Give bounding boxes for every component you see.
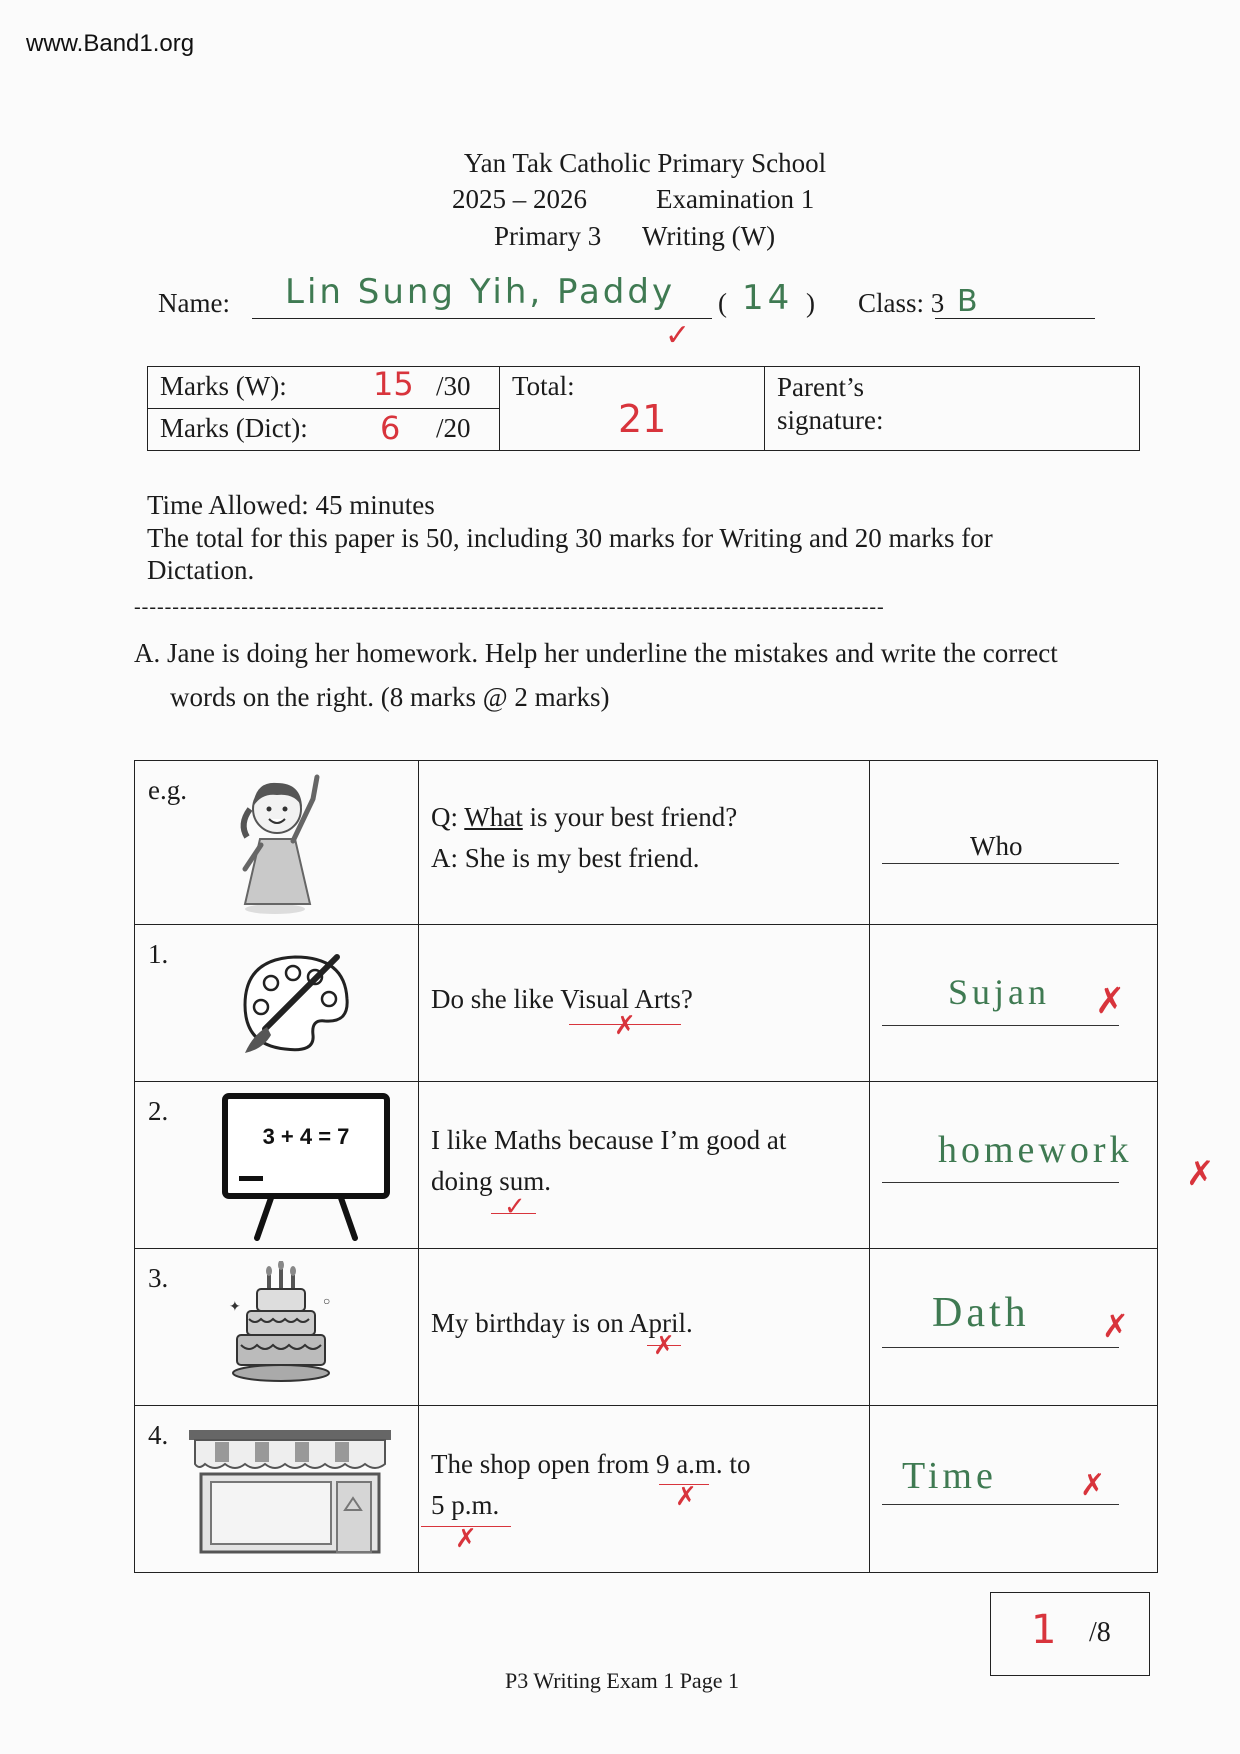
answer-line [882,1504,1119,1505]
question-text [431,797,737,879]
marks-w-label: Marks (W): [160,371,287,401]
cross-mark-icon: ✗ [1186,1154,1215,1194]
student-answer: Dath [932,1290,1030,1336]
blackboard-icon [221,1092,391,1242]
class-no-close: ) [806,288,815,318]
student-answer: Sujan [948,972,1051,1012]
cut-line: -------------------------------------------------------------------------------------------------- [134,596,885,618]
answer-line [882,1182,1119,1183]
q-rest: is your best friend? [522,802,738,832]
example-answer: Who [970,831,1023,861]
class-number: 14 [742,278,794,318]
cross-mark-icon: ✗ [675,1482,697,1512]
student-answer: homework [938,1129,1133,1171]
answer-text: A: She is my best friend. [431,843,700,873]
parent-signature-cell [765,367,1140,451]
total-label: Total: [512,371,575,401]
name-tick-icon: ✓ [665,319,691,352]
svg-text:✦: ✦ [229,1300,241,1315]
exam-name: Examination 1 [656,184,815,214]
time-allowed: Time Allowed: 45 minutes [147,490,435,520]
total-cell [500,367,765,451]
birthday-cake-icon [227,1261,337,1396]
question-number: 2. [148,1096,169,1126]
q-prefix: Q: [431,802,465,832]
paper-total: The total for this paper is 50, including 30 marks for Writing and 20 marks for Dictation. [147,523,993,585]
marks-dict-label: Marks (Dict): [160,413,308,443]
total-score: 21 [618,397,667,441]
cross-mark-icon: ✗ [1102,1307,1129,1345]
question-text: The shop open from 9 a.m. to 5 p.m. [431,1449,751,1520]
section-score-box [990,1592,1150,1676]
name-label: Name: [158,288,230,318]
marks-dict-score: 6 [380,409,401,447]
question-number: 1. [148,939,169,969]
student-answer: Time [902,1455,997,1497]
shop-front-icon [185,1428,395,1558]
marks-w-cell [148,367,500,409]
cross-mark-icon: ✗ [1080,1468,1106,1503]
parent-signature-label: Parent’s signature: [777,372,884,435]
level: Primary 3 [494,221,602,251]
marks-dict-cell [148,409,500,451]
question-text: My birthday is on April. [431,1308,693,1338]
table-row [135,1082,1158,1249]
example-number: e.g. [148,775,187,805]
section-total: /8 [1089,1617,1111,1648]
name-underline [252,318,712,319]
question-number: 3. [148,1263,169,1293]
question-text: Do she like Visual Arts? [431,984,693,1014]
class-label: Class: 3 [858,288,945,318]
cross-mark-icon: ✗ [653,1331,675,1361]
cross-mark-icon: ✗ [1095,981,1126,1022]
palette-icon [225,945,355,1060]
watermark: www.Band1.org [26,30,195,57]
marks-table [147,366,1140,451]
teacher-underline [491,1213,536,1214]
table-row [135,925,1158,1082]
cross-mark-icon: ✗ [614,1011,636,1041]
table-row [135,761,1158,925]
marks-dict-total: /20 [436,413,471,443]
school-name: Yan Tak Catholic Primary School [463,148,827,178]
answer-line [882,1347,1119,1348]
girl-waving-icon [225,769,335,919]
name-handwritten: Lin Sung Yih, Paddy [285,272,676,312]
table-row [135,1406,1158,1573]
mistake-underline: What [464,802,523,832]
class-no-open: ( [718,288,727,318]
tick-mark-icon: ✓ [504,1192,526,1222]
question-number: 4. [148,1420,169,1450]
paper-name: Writing (W) [642,221,776,251]
cross-mark-icon: ✗ [455,1524,477,1554]
answer-line [882,863,1119,864]
table-row [135,1249,1158,1406]
school-year: 2025 – 2026 [452,184,587,214]
answer-line [882,1025,1119,1026]
board-equation: 3 + 4 = 7 [262,1124,350,1149]
questions-table [134,760,1158,1573]
question-text: I like Maths because I’m good at doing sum. [431,1125,787,1196]
marks-w-total: /30 [436,371,471,401]
section-a-line1: A. Jane is doing her homework. Help her underline the mistakes and write the correct [134,638,1058,668]
section-score: 1 [1031,1607,1057,1653]
class-handwritten: B [957,284,978,319]
section-a-line2: words on the right. (8 marks @ 2 marks) [170,682,610,712]
marks-w-score: 15 [373,365,414,403]
svg-text:○: ○ [323,1294,331,1308]
page-footer: P3 Writing Exam 1 Page 1 [505,1668,739,1693]
